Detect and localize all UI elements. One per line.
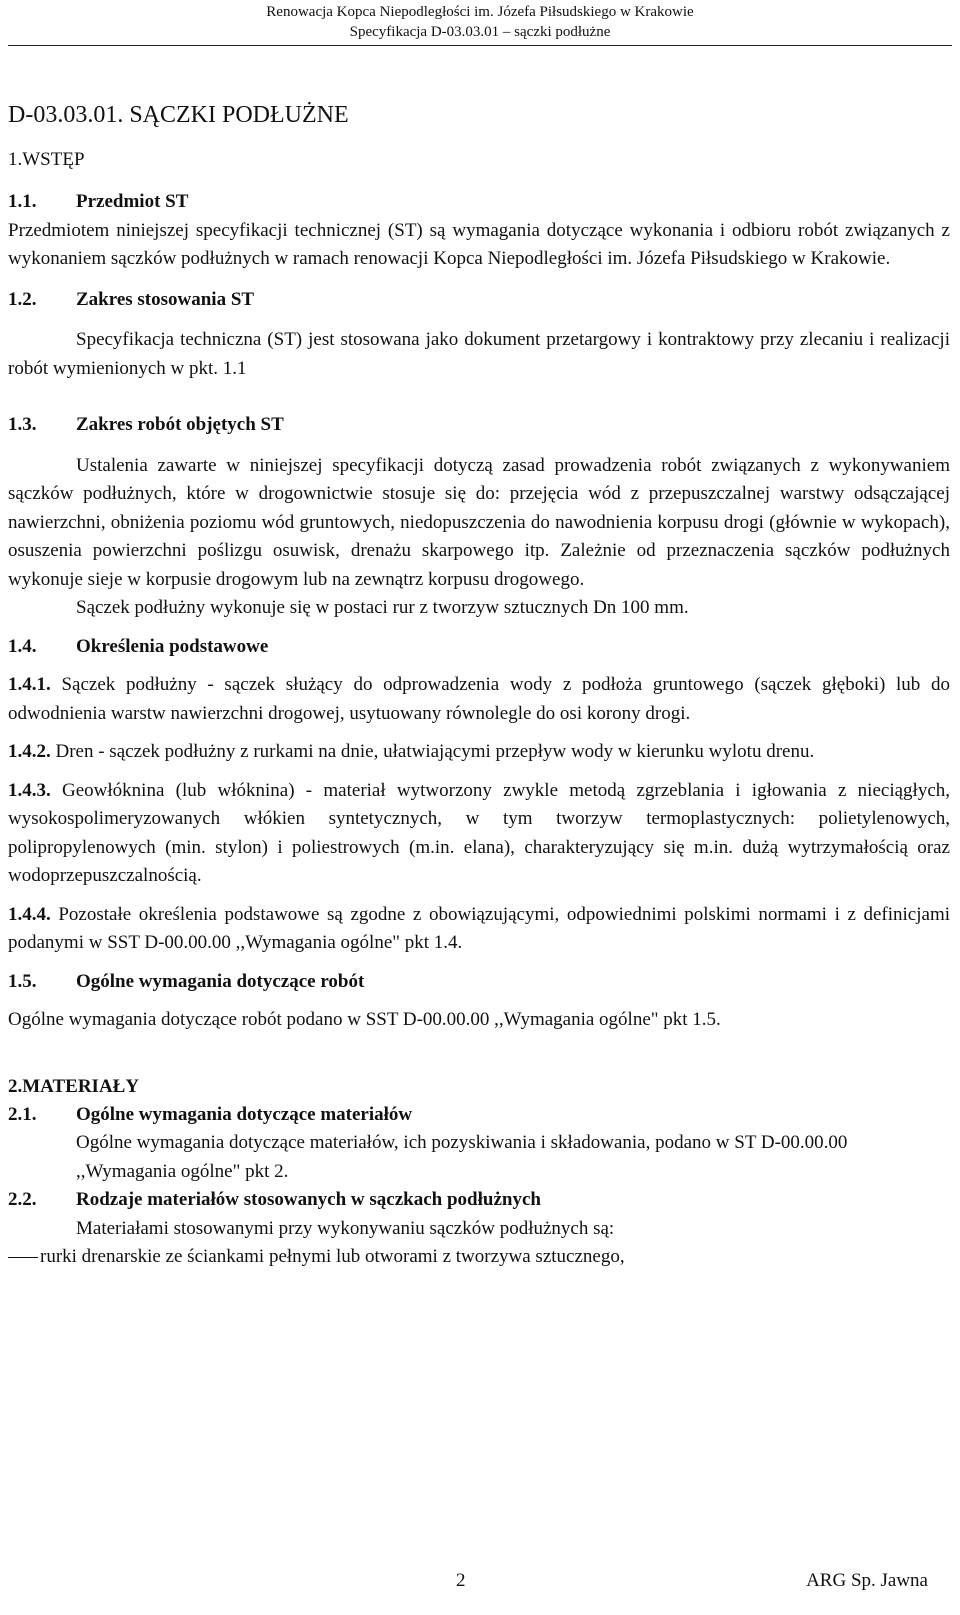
dash-bullet	[8, 1257, 38, 1272]
section-1-1-heading	[8, 188, 950, 217]
section-title: Ogólne wymagania dotyczące materiałów	[76, 1103, 413, 1125]
section-number: 2.2.	[8, 1189, 37, 1210]
section-1-3-body-2: Sączek podłużny wykonuje się w postaci rur z tworzyw sztucznych Dn 100 mm.	[76, 597, 689, 618]
section-number: 1.3.	[8, 414, 37, 435]
document-title: D-03.03.01. SĄCZKI PODŁUŻNE	[8, 102, 349, 128]
definition-item	[8, 777, 950, 891]
definition-text: Geowłóknina (lub włóknina) - materiał wytworzony zwykle metodą zgrzeblania i igłowania z nieciągłych, wysokospolimeryzowanych włókien syntetycznych, w tym tworzyw termoplastycznych: polietylenowych, polipropylenowych (min. stylon) i poliestrowych (m.in. elana), charakteryzujący się m.in. dużą wytrzymałością oraz wodoprzepuszczalnością.	[8, 779, 951, 886]
definition-number: 1.4.1.	[8, 674, 51, 695]
definition-number: 1.4.3.	[8, 779, 51, 801]
section-title: Określenia podstawowe	[76, 635, 269, 657]
section-1-heading: 1.WSTĘP	[8, 149, 85, 170]
section-2-1-heading	[8, 1101, 950, 1130]
footer-company: ARG Sp. Jawna	[806, 1570, 928, 1591]
definition-text: Pozostałe określenia podstawowe są zgodne z obowiązującymi, odpowiednimi polskimi normami i z definicjami podanymi w SST D-00.00.00 ,,Wymagania ogólne" pkt 1.4.	[8, 903, 951, 953]
definition-text: Sączek podłużny - sączek służący do odprowadzenia wody z podłoża gruntowego (sączek głęboki) lub do odwodnienia warstw nawierzchni drogowej, usytuowany równolegle do osi korony drogi.	[8, 674, 951, 724]
section-title: Ogólne wymagania dotyczące robót	[76, 970, 365, 992]
page-header	[0, 2, 960, 42]
definition-item	[8, 671, 950, 728]
section-title: Rodzaje materiałów stosowanych w sączkach podłużnych	[76, 1189, 541, 1210]
section-number: 1.5.	[8, 970, 37, 992]
definition-item	[8, 738, 950, 767]
section-1-2-body: Specyfikacja techniczna (ST) jest stosowana jako dokument przetargowy i kontraktowy przy zlecaniu i realizacji robót wymienionych w pkt. 1.1	[8, 329, 950, 379]
section-2-2-body: Materiałami stosowanymi przy wykonywaniu sączków podłużnych są:	[76, 1217, 615, 1239]
section-number: 1.4.	[8, 635, 37, 657]
definition-number: 1.4.2.	[8, 741, 51, 762]
definition-number: 1.4.4.	[8, 903, 51, 925]
section-1-2-heading	[8, 286, 950, 315]
section-title: Zakres robót objętych ST	[76, 414, 284, 435]
section-title: Zakres stosowania ST	[76, 288, 255, 310]
header-line-1: Renowacja Kopca Niepodległości im. Józefa Piłsudskiego w Krakowie	[266, 4, 694, 20]
header-line-2: Specyfikacja D-03.03.01 – sączki podłużne	[349, 24, 611, 40]
list-item-text: rurki drenarskie ze ściankami pełnymi lub otworami z tworzywa sztucznego,	[40, 1246, 625, 1267]
section-2-heading: 2.MATERIAŁY	[8, 1075, 140, 1097]
section-1-5-heading	[8, 968, 950, 997]
section-title: Przedmiot ST	[76, 191, 189, 212]
definition-item	[8, 901, 950, 958]
section-1-4-heading	[8, 633, 950, 662]
section-1-3-heading	[8, 411, 950, 440]
section-2-1-body: Ogólne wymagania dotyczące materiałów, ich pozyskiwania i składowania, podano w ST D-00.00.00 ,,Wymagania ogólne" pkt 2.	[76, 1132, 848, 1182]
section-number: 2.1.	[8, 1103, 37, 1125]
document-body	[8, 100, 950, 1272]
section-number: 1.1.	[8, 191, 37, 212]
section-number: 1.2.	[8, 288, 37, 310]
definition-text: Dren - sączek podłużny z rurkami na dnie, ułatwiającymi przepływ wody w kierunku wylotu drenu.	[55, 741, 815, 762]
section-1-5-body: Ogólne wymagania dotyczące robót podano w SST D-00.00.00 ,,Wymagania ogólne" pkt 1.5.	[8, 1009, 721, 1030]
section-1-3-body: Ustalenia zawarte w niniejszej specyfikacji dotyczą zasad prowadzenia robót związanych z wykonywaniem sączków podłużnych, które w drogownictwie stosuje się do: przejęcia wód z przepuszczalnej warstwy odsączającej nawierzchni, obniżenia poziomu wód gruntowych, niedopuszczenia do nawodnienia korpusu drogi (głównie w wykopach), osuszenia powierzchni poślizgu osuwisk, drenażu skarpowego itp. Zależnie od przeznaczenia sączków podłużnych wykonuje sieje w korpusie drogowym lub na zewnątrz korpusu drogowego.	[8, 454, 950, 590]
section-2-2-heading	[8, 1186, 950, 1215]
page-number: 2	[456, 1570, 466, 1591]
header-divider	[8, 45, 952, 46]
list-item	[8, 1243, 950, 1272]
section-1-1-body: Przedmiotem niniejszej specyfikacji technicznej (ST) są wymagania dotyczące wykonania i odbioru robót związanych z wykonaniem sączków podłużnych w ramach renowacji Kopca Niepodległości im. Józefa Piłsudskiego w Krakowie.	[8, 219, 950, 269]
